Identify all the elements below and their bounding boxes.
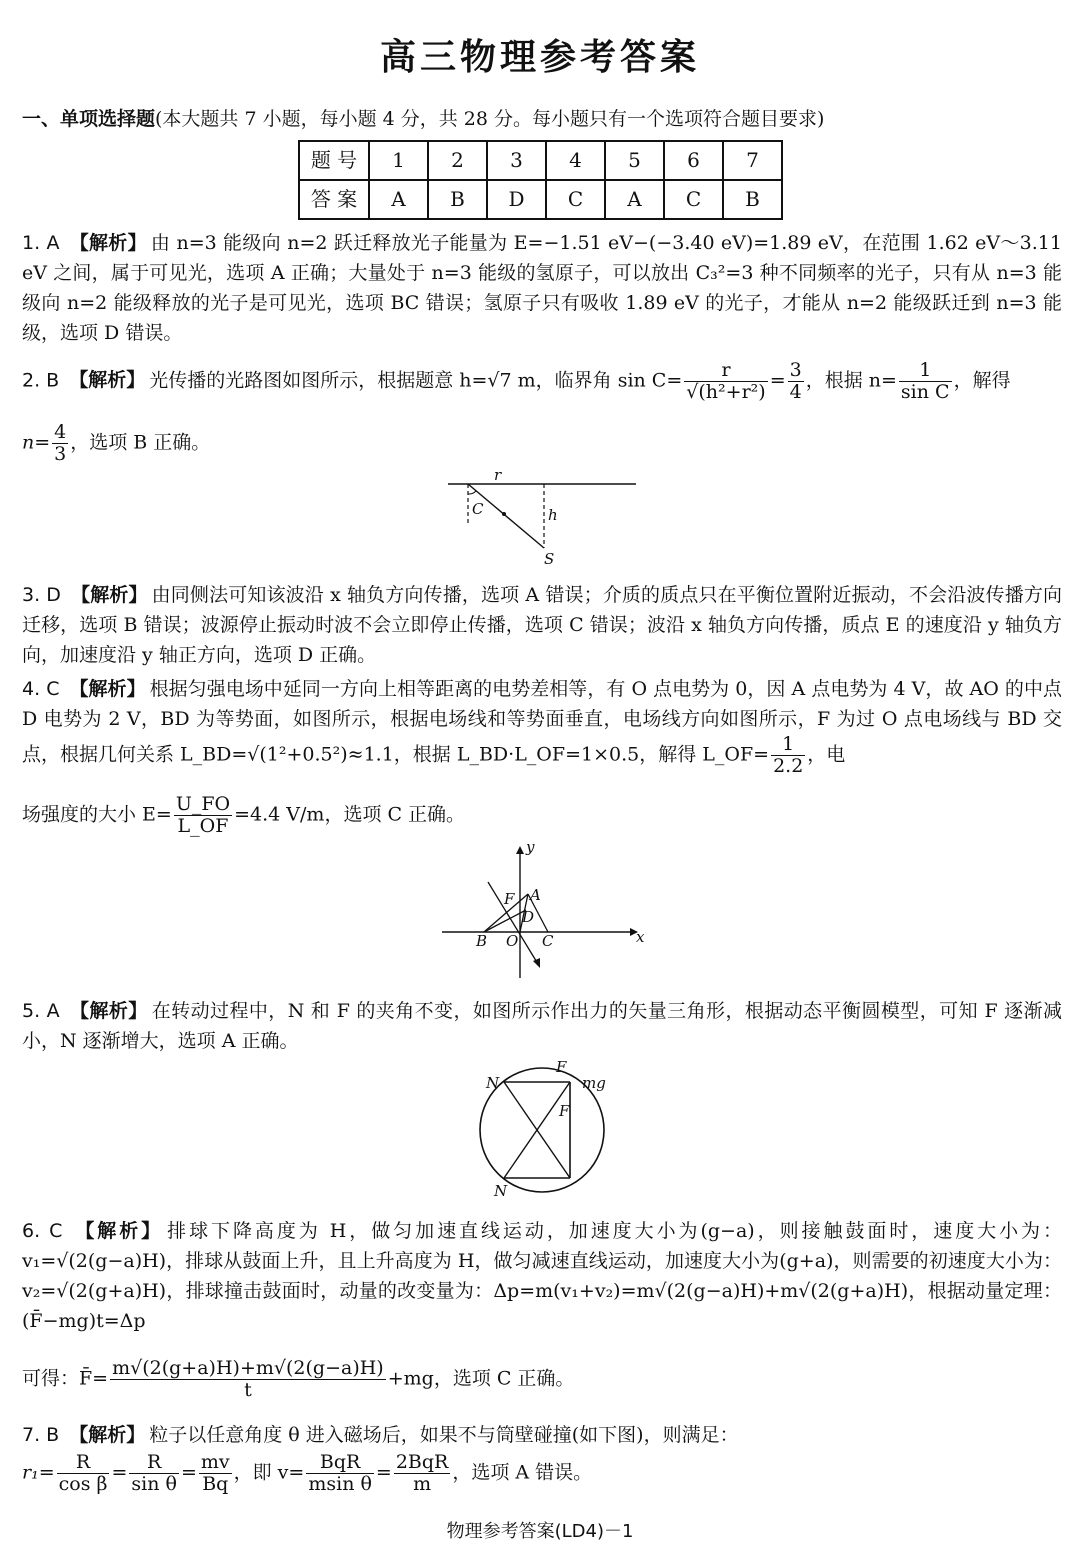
numerator: BqR (319, 1451, 361, 1473)
label-F: F (504, 890, 515, 908)
question-text: 排球下降高度为 H，做匀加速直线运动，加速度大小为(g−a)，则接触鼓面时，速度大小为：v₁=√(2(g−a)H)，排球从鼓面上升，且上升高度为 H，做匀减速直线运动，加速度大小为(g+a)，则需要的初速度大小为：v₂=√(2(g+a)H)，排球撞击鼓面时，动量的改变量为：Δp=m(v₁+v₂)=m√(2(g−a)H)+m√(2(g+a)H)，根据动量定理：(F̄−mg)t=Δp (22, 1220, 1062, 1333)
question-6 (22, 1216, 1062, 1336)
question-5 (22, 996, 1062, 1056)
question-text: ，解得 (953, 369, 1011, 392)
answer-table (298, 140, 783, 220)
label-mg: mg (582, 1074, 606, 1092)
section-title: 一、单项选择题 (22, 108, 156, 130)
label-x: x (636, 928, 645, 946)
equals: = (180, 1461, 197, 1484)
denominator: sin θ (131, 1472, 177, 1495)
fraction (199, 1452, 232, 1495)
table-cell: 1 (369, 141, 428, 180)
fraction (52, 422, 68, 465)
equals: = (769, 369, 786, 392)
fraction (129, 1452, 179, 1495)
fraction (899, 360, 952, 403)
question-text: 粒子以任意角度 θ 进入磁场后，如果不与筒壁碰撞(如下图)，则满足： (149, 1424, 739, 1446)
fraction (771, 734, 805, 777)
question-2 (22, 360, 1062, 403)
question-1 (22, 228, 1062, 348)
electric-field-figure (438, 842, 648, 982)
label-F-mid: F (559, 1102, 570, 1120)
page-footer: 物理参考答案(LD4)－1 (446, 1521, 634, 1542)
fraction (788, 360, 804, 403)
numerator: mv (200, 1451, 230, 1473)
numerator: r (721, 359, 731, 381)
analysis-tag: 【解析】 (69, 678, 146, 700)
fraction (306, 1452, 374, 1495)
question-number: 7. B (22, 1424, 60, 1446)
question-text: ，根据 n= (805, 369, 897, 392)
table-cell: D (487, 180, 546, 219)
fraction (684, 360, 767, 403)
arrow-dot (502, 512, 506, 516)
numerator: R (75, 1451, 91, 1473)
denominator: Bq (199, 1473, 232, 1495)
label-r: r (494, 468, 502, 484)
fraction (174, 794, 232, 837)
question-text: +mg，选项 C 正确。 (387, 1367, 575, 1390)
question-number: 2. B (22, 369, 60, 392)
question-text: ，选项 A 错误。 (452, 1461, 593, 1484)
table-cell: 7 (723, 141, 782, 180)
equals: = (375, 1461, 392, 1484)
question-text: 在转动过程中，N 和 F 的夹角不变，如图所示作出力的矢量三角形，根据动态平衡圆模型，可知 F 逐渐减小，N 逐渐增大，选项 A 正确。 (22, 1000, 1062, 1053)
numerator: R (147, 1451, 162, 1473)
label-F-top: F (556, 1058, 567, 1076)
light-path-figure (440, 468, 650, 568)
denominator: 4 (789, 380, 802, 403)
question-4 (22, 674, 1062, 777)
table-cell: C (546, 180, 605, 219)
numerator: 1 (919, 359, 932, 381)
denominator: 3 (54, 442, 67, 465)
section-heading (22, 104, 824, 134)
question-text: 可得：F̄= (22, 1367, 109, 1390)
force-circle-figure (470, 1058, 620, 1204)
label-A: A (530, 886, 541, 904)
numerator: 3 (789, 359, 802, 381)
table-header-cell: 答 案 (299, 180, 369, 219)
table-row-answers (299, 180, 782, 219)
question-text: ，即 v= (233, 1461, 305, 1484)
question-3 (22, 580, 1062, 670)
question-number: 1. A (22, 232, 60, 254)
question-number: 3. D (22, 584, 61, 606)
angle-arc (468, 491, 476, 494)
table-cell: C (664, 180, 723, 219)
question-number: 4. C (22, 678, 60, 700)
denominator: L_OF (174, 815, 232, 837)
label-N-top: N (486, 1074, 500, 1092)
label-y: y (526, 842, 535, 856)
question-2-continued (22, 422, 1062, 465)
question-text: 场强度的大小 E= (22, 803, 172, 826)
denominator: √(h²+r²) (686, 380, 766, 403)
analysis-tag: 【解析】 (69, 232, 147, 254)
label-h: h (548, 506, 558, 524)
question-number: 5. A (22, 1000, 60, 1022)
analysis-tag: 【解析】 (69, 369, 146, 392)
table-cell: B (428, 180, 487, 219)
table-cell: 4 (546, 141, 605, 180)
question-text: =4.4 V/m，选项 C 正确。 (234, 803, 466, 826)
y-axis-arrow (516, 846, 524, 854)
question-text: 由 n=3 能级向 n=2 跃迁释放光子能量为 E=−1.51 eV−(−3.40 eV)=1.89 eV，在范围 1.62 eV～3.11 eV 之间，属于可见光，选项 A 正确；大量处于 n=3 能级的氢原子，可以放出 C₃²=3 种不同频率的光子，只有从 n=3 能级向 n=2 能级释放的光子是可见光，选项 BC 错误；氢原子只有吸收 1.89 eV 的光子，才能从 n=2 能级跃迁到 n=3 能级，选项 D 错误。 (22, 232, 1062, 345)
denominator: m (394, 1473, 451, 1495)
question-text: n= (22, 431, 51, 454)
analysis-tag: 【解析】 (69, 1424, 146, 1446)
table-row-numbers (299, 141, 782, 180)
table-cell: A (605, 180, 664, 219)
table-cell: 5 (605, 141, 664, 180)
table-header-cell: 题 号 (299, 141, 369, 180)
question-text: ，选项 B 正确。 (70, 431, 211, 454)
table-cell: A (369, 180, 428, 219)
field-line-arrow (533, 958, 540, 968)
denominator: msin θ (308, 1472, 372, 1495)
analysis-tag: 【解析】 (72, 1220, 164, 1242)
fraction (110, 1358, 386, 1401)
denominator: cos β (58, 1472, 108, 1495)
label-O: O (506, 932, 519, 950)
numerator: U_FO (175, 793, 231, 815)
question-7 (22, 1420, 1062, 1450)
label-C: C (472, 500, 484, 518)
denominator: 2.2 (773, 754, 804, 777)
label-C: C (542, 932, 554, 950)
denominator: sin C (900, 380, 950, 403)
numerator: 1 (782, 733, 795, 756)
label-S: S (544, 550, 555, 568)
numerator: 4 (54, 421, 67, 443)
fraction (57, 1452, 110, 1495)
label-D: D (522, 908, 535, 926)
question-6-continued (22, 1358, 1062, 1401)
question-text: ，电 (807, 743, 846, 766)
table-cell: 6 (664, 141, 723, 180)
analysis-tag: 【解析】 (69, 1000, 148, 1022)
question-4-continued (22, 794, 1062, 837)
question-text: 根据匀强电场中延同一方向上相等距离的电势差相等，有 O 点电势为 0，因 A 点电势为 4 V，故 AO 的中点 D 电势为 2 V，BD 为等势面，如图所示，根据电场线和等势面垂直，电场线方向如图所示，F 为过 O 点电场线与 BD 交点，根据几何关系 L_BD=√(1²+0.5²)≈1.1，根据 L_BD·L_OF=1×0.5，解得 L_OF= (22, 678, 1062, 766)
equals: = (111, 1461, 128, 1484)
table-cell: 2 (428, 141, 487, 180)
question-number: 6. C (22, 1220, 63, 1242)
numerator: m√(2(g+a)H)+m√(2(g−a)H) (112, 1357, 384, 1379)
denominator: t (110, 1379, 386, 1401)
page-title: 高三物理参考答案 (379, 37, 700, 78)
question-text: 由同侧法可知该波沿 x 轴负方向传播，选项 A 错误；介质的质点只在平衡位置附近振动，不会沿波传播方向迁移，选项 B 错误；波源停止振动时波不会立即停止传播，选项 C 错误；波沿 x 轴负方向传播，质点 E 的速度沿 y 轴负方向，加速度沿 y 轴正方向，选项 D 正确。 (22, 584, 1062, 667)
table-cell: B (723, 180, 782, 219)
fraction (394, 1452, 451, 1495)
label-B: B (476, 932, 488, 950)
label-N-bottom: N (494, 1182, 508, 1200)
section-note: (本大题共 7 小题，每小题 4 分，共 28 分。每小题只有一个选项符合题目要求) (155, 108, 825, 130)
question-text: r₁= (22, 1461, 55, 1484)
numerator: 2BqR (395, 1451, 449, 1473)
analysis-tag: 【解析】 (70, 584, 148, 606)
table-cell: 3 (487, 141, 546, 180)
question-text: 光传播的光路图如图所示，根据题意 h=√7 m，临界角 sin C= (149, 369, 683, 392)
question-7-formula (22, 1452, 1062, 1495)
